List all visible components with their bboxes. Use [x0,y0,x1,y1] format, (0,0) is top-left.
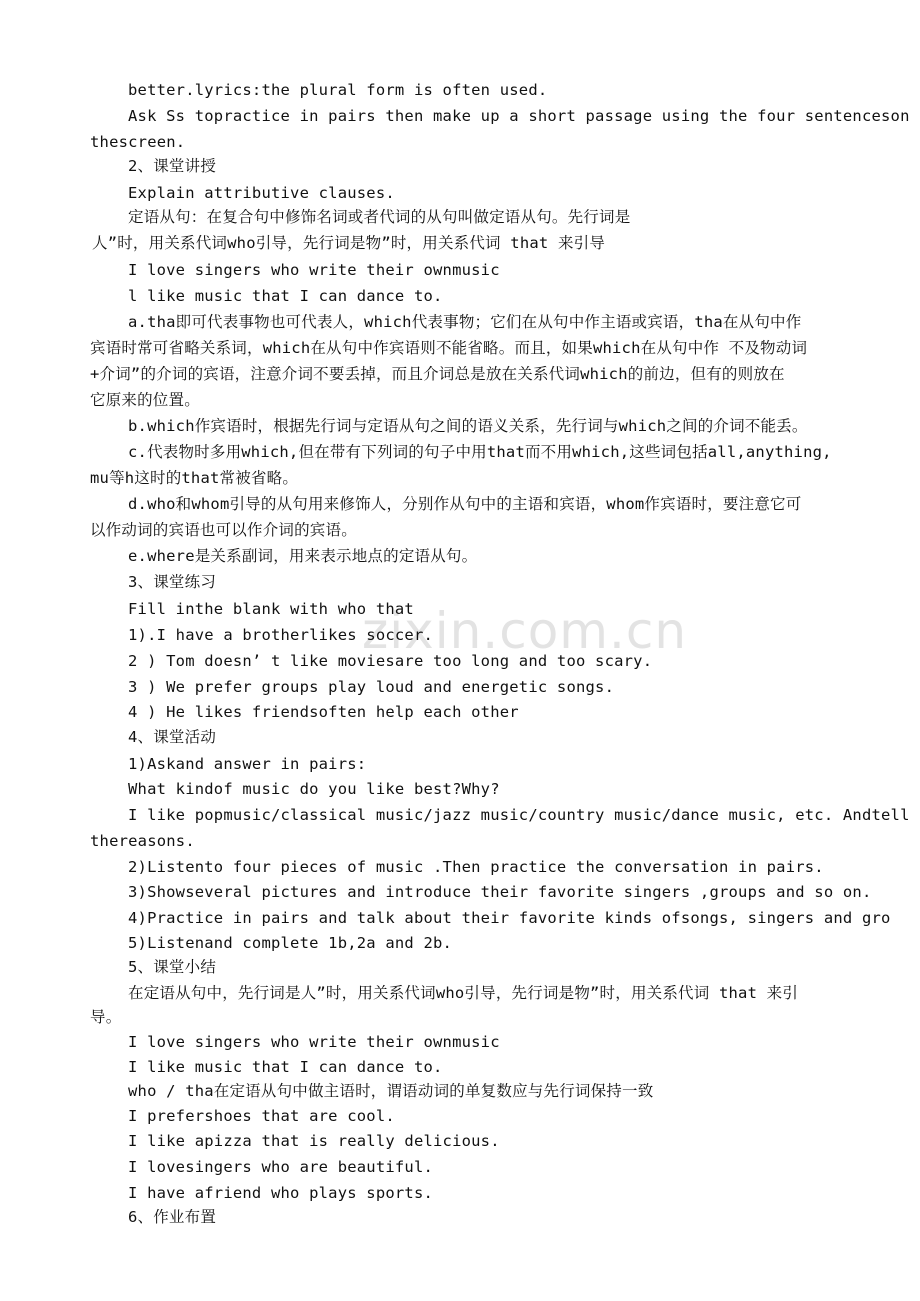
text-line: 2)Listento four pieces of music .Then practice the conversation in pairs. [128,858,824,876]
text-line: 3 ) We prefer groups play loud and energetic songs. [128,678,615,696]
text-line: 人”时，用关系代词who引导，先行词是物”时，用关系代词 that 来引导 [92,234,606,252]
text-line: I prefershoes that are cool. [128,1107,395,1125]
text-line: 1)Askand answer in pairs: [128,755,367,773]
text-line: 5)Listenand complete 1b,2a and 2b. [128,934,453,952]
text-line: 它原来的位置。 [90,391,200,409]
section-heading: 6、作业布置 [128,1208,217,1226]
watermark: zixin.com.cn [362,602,688,660]
text-line: I lovesingers who are beautiful. [128,1158,434,1176]
text-line: 宾语时常可省略关系词，which在从句中作宾语则不能省略。而且，如果which在从句中作 不及物动词 [90,339,808,357]
text-line: 4 ) He likes friendsoften help each other [128,703,519,721]
text-line: What kindof music do you like best?Why? [128,780,500,798]
section-heading: 4、课堂活动 [128,728,217,746]
text-line: who / tha在定语从句中做主语时，谓语动词的单复数应与先行词保持一致 [128,1082,654,1100]
text-line: 4)Practice in pairs and talk about their favorite kinds ofsongs, singers and gro [128,909,891,927]
text-line: Fill inthe blank with who that [128,600,414,618]
text-line: mu等h这时的that常被省略。 [90,469,299,487]
text-line: Ask Ss topractice in pairs then make up a short passage using the four sentenceson [128,107,910,125]
text-line: better.lyrics:the plural form is often used. [128,81,548,99]
text-line: a.tha即可代表事物也可代表人，which代表事物；它们在从句中作主语或宾语，tha在从句中作 [128,313,802,331]
text-line: I like music that I can dance to. [128,1058,443,1076]
text-line: 定语从句：在复合句中修饰名词或者代词的从句叫做定语从句。先行词是 [128,208,631,226]
text-line: b.which作宾语时，根据先行词与定语从句之间的语义关系，先行词与which之间的介词不能丢。 [128,417,808,435]
text-line: thereasons. [90,832,195,850]
text-line: d.who和whom引导的从句用来修饰人，分别作从句中的主语和宾语，whom作宾语时，要注意它可 [128,495,802,513]
text-line: I like popmusic/classical music/jazz music/country music/dance music, etc. Andtell [128,806,910,824]
text-line: +介词”的介词的宾语，注意介词不要丢掉，而且介词总是放在关系代词which的前边，但有的则放在 [90,365,785,383]
section-heading: 3、课堂练习 [128,573,217,591]
text-line: l like music that I can dance to. [128,287,443,305]
text-line: c.代表物时多用which,但在带有下列词的句子中用that而不用which,这些词包括all,anything, [128,443,832,461]
text-line: I love singers who write their ownmusic [128,261,500,279]
text-line: 1).I have a brotherlikes soccer. [128,626,434,644]
text-line: e.where是关系副词，用来表示地点的定语从句。 [128,547,478,565]
section-heading: 5、课堂小结 [128,958,217,976]
text-line: I have afriend who plays sports. [128,1184,434,1202]
text-line: 以作动词的宾语也可以作介词的宾语。 [90,521,357,539]
text-line: 3)Showseveral pictures and introduce their favorite singers ,groups and so on. [128,883,872,901]
text-line: 在定语从句中，先行词是人”时，用关系代词who引导，先行词是物”时，用关系代词 that 来引 [128,984,799,1002]
text-line: 2 ) Tom doesn’ t like moviesare too long and too scary. [128,652,653,670]
text-line: thescreen. [90,133,186,151]
text-line: I love singers who write their ownmusic [128,1033,500,1051]
text-line: I like apizza that is really delicious. [128,1132,500,1150]
text-line: Explain attributive clauses. [128,184,395,202]
section-heading: 2、课堂讲授 [128,157,217,175]
text-line: 导。 [90,1008,122,1026]
